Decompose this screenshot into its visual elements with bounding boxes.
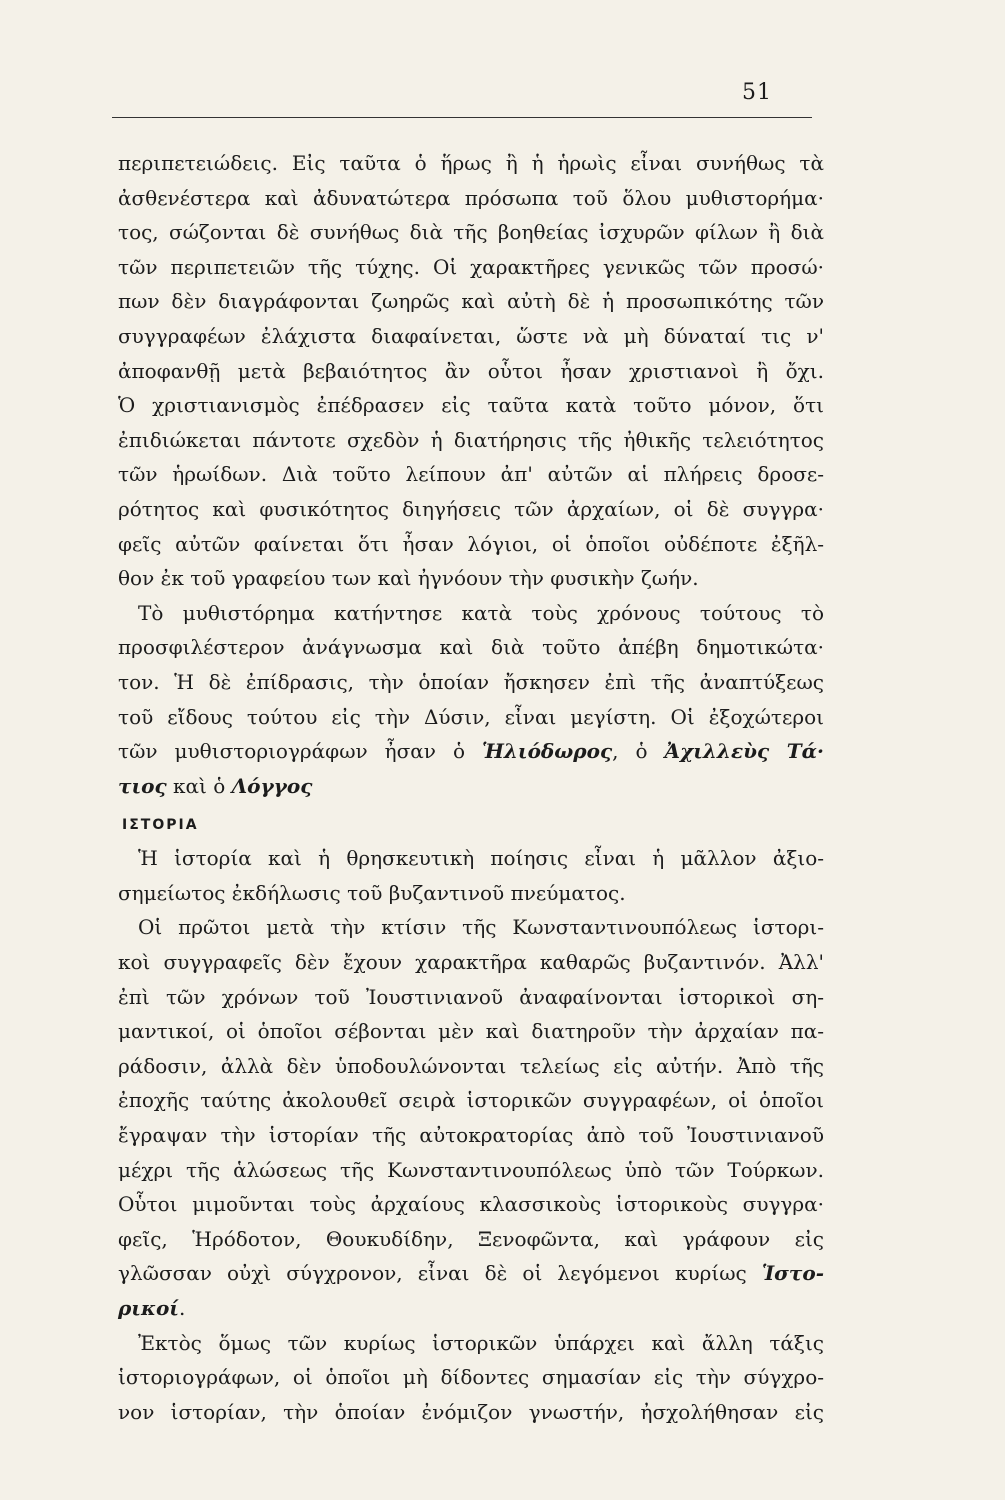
text-line: Ἐκτὸς ὅμως τῶν κυρίως ἱστορικῶν ὑπάρχει καὶ ἄλλη τάξις (138, 1330, 824, 1355)
text-line: ρότητος καὶ φυσικότητος διηγήσεις τῶν ἀρχαίων, οἱ δὲ συγγρα· (118, 496, 824, 521)
text-line: φεῖς αὐτῶν φαίνεται ὅτι ἦσαν λόγιοι, οἱ ὁποῖοι οὐδέποτε ἐξῆλ- (118, 531, 824, 556)
text-line: νον ἱστορίαν, τὴν ὁποίαν ἐνόμιζον γνωστήν, ἠσχολήθησαν εἰς (118, 1399, 824, 1424)
text-line: ἀποφανθῇ μετὰ βεβαιότητος ἂν οὗτοι ἦσαν χριστιανοὶ ἢ ὄχι. (118, 358, 824, 383)
text-line: πων δὲν διαγράφονται ζωηρῶς καὶ αὐτὴ δὲ ἡ προσωπικότης τῶν (118, 289, 824, 314)
text-line: Οὗτοι μιμοῦνται τοὺς ἀρχαίους κλασσικοὺς ἱστορικοὺς συγγρα· (118, 1192, 824, 1217)
text-line: μαντικοί, οἱ ὁποῖοι σέβονται μὲν καὶ διατηροῦν τὴν ἀρχαίαν πα- (118, 1019, 824, 1044)
text-line (118, 769, 824, 804)
header-rule (112, 117, 812, 118)
text-line: τοῦ εἴδους τούτου εἰς τὴν Δύσιν, εἶναι μεγίστη. Οἱ ἐξοχώτεροι (118, 704, 824, 729)
text-line: ράδοσιν, ἀλλὰ δὲν ὑποδουλώνονται τελείως εἰς αὐτήν. Ἀπὸ τῆς (118, 1053, 824, 1078)
text-line: τος, σώζονται δὲ συνήθως διὰ τῆς βοηθείας ἰσχυρῶν φίλων ἢ διὰ (118, 220, 824, 245)
page-number: 51 (742, 80, 772, 105)
text-line: ἐπιδιώκεται πάντοτε σχεδὸν ἡ διατήρησις τῆς ἠθικῆς τελειότητος (118, 427, 824, 452)
text-line: κοὶ συγγραφεῖς δὲν ἔχουν χαρακτῆρα καθαρῶς βυζαντινόν. Ἀλλ' (118, 950, 824, 975)
text-line: περιπετειώδεις. Εἰς ταῦτα ὁ ἥρως ἢ ἡ ἡρωὶς εἶναι συνήθως τὰ (118, 151, 824, 175)
paragraph-3 (118, 841, 824, 910)
text-line: Οἱ πρῶτοι μετὰ τὴν κτίσιν τῆς Κωνσταντινουπόλεως ἱστορι- (138, 915, 824, 940)
text-line: προσφιλέστερον ἀνάγνωσμα καὶ διὰ τοῦτο ἀπέβη δημοτικώτα· (118, 635, 824, 660)
text-fragment: καὶ ὁ (173, 773, 226, 798)
text-fragment: τῶν μυθιστοριογράφων ἦσαν ὁ (118, 739, 465, 764)
text-fragment: , ὁ (612, 739, 648, 764)
author-name-achilles-tatius-cont: τιος (118, 773, 167, 798)
term-istorikoi: Ἱστο- (761, 1261, 825, 1286)
section-heading: ΙΣΤΟΡΙΑ (122, 817, 199, 834)
text-line: φεῖς, Ἡρόδοτον, Θουκυδίδην, Ξενοφῶντα, καὶ γράφουν εἰς (118, 1226, 824, 1251)
paragraph-4 (118, 910, 824, 1325)
term-istorikoi-cont: ρικοί (118, 1296, 179, 1320)
text-line (118, 734, 824, 769)
text-line: ἐποχῆς ταύτης ἀκολουθεῖ σειρὰ ἱστορικῶν συγγραφέων, οἱ ὁποῖοι (118, 1088, 824, 1113)
text-line: ἔγραψαν τὴν ἱστορίαν τῆς αὐτοκρατορίας ἀπὸ τοῦ Ἰουστινιανοῦ (118, 1123, 824, 1148)
text-line: τον. Ἡ δὲ ἐπίδρασις, τὴν ὁποίαν ἤσκησεν ἐπὶ τῆς ἀναπτύξεως (118, 669, 824, 694)
text-line: συγγραφέων ἐλάχιστα διαφαίνεται, ὥστε νὰ μὴ δύναταί τις ν' (118, 323, 824, 348)
paragraph-5 (118, 1326, 824, 1430)
author-name-longus: Λόγγος (231, 773, 313, 798)
text-line: Ὁ χριστιανισμὸς ἐπέδρασεν εἰς ταῦτα κατὰ τοῦτο μόνον, ὅτι (118, 393, 824, 418)
text-line: ἱστοριογράφων, οἱ ὁποῖοι μὴ δίδοντες σημασίαν εἰς τὴν σύγχρο- (118, 1365, 824, 1390)
text-line: ἀσθενέστερα καὶ ἀδυνατώτερα πρόσωπα τοῦ ὅλου μυθιστορήμα· (118, 185, 824, 210)
text-line: ρικοί. (118, 1296, 186, 1320)
text-line: Ἡ ἱστορία καὶ ἡ θρησκευτικὴ ποίησις εἶναι ἡ μᾶλλον ἀξιο- (138, 846, 824, 871)
text-fragment: γλῶσσαν οὐχὶ σύγχρονον, εἶναι δὲ οἱ λεγόμενοι κυρίως (118, 1261, 747, 1286)
paragraph-1 (118, 146, 824, 596)
text-line: Τὸ μυθιστόρημα κατήντησε κατὰ τοὺς χρόνους τούτους τὸ (138, 600, 824, 625)
body-text (118, 146, 824, 1429)
text-line: θον ἐκ τοῦ γραφείου των καὶ ἠγνόουν τὴν φυσικὴν ζωήν. (118, 566, 699, 591)
paragraph-2 (118, 596, 824, 804)
author-name-heliodorus: Ἡλιόδωρος (482, 739, 613, 764)
text-line: ἐπὶ τῶν χρόνων τοῦ Ἰουστινιανοῦ ἀναφαίνονται ἱστορικοὶ ση- (118, 984, 824, 1009)
text-line: τῶν περιπετειῶν τῆς τύχης. Οἱ χαρακτῆρες γενικῶς τῶν προσώ· (118, 254, 824, 279)
text-line (118, 1256, 824, 1291)
author-name-achilles-tatius: Ἀχιλλεὺς Τά· (664, 739, 824, 764)
text-line: τῶν ἡρωίδων. Διὰ τοῦτο λείπουν ἀπ' αὐτῶν αἱ πλήρεις δροσε- (118, 462, 824, 487)
text-line: μέχρι τῆς ἁλώσεως τῆς Κωνσταντινουπόλεως ὑπὸ τῶν Τούρκων. (118, 1157, 824, 1182)
text-line: σημείωτος ἐκδήλωσις τοῦ βυζαντινοῦ πνεύματος. (118, 880, 626, 905)
